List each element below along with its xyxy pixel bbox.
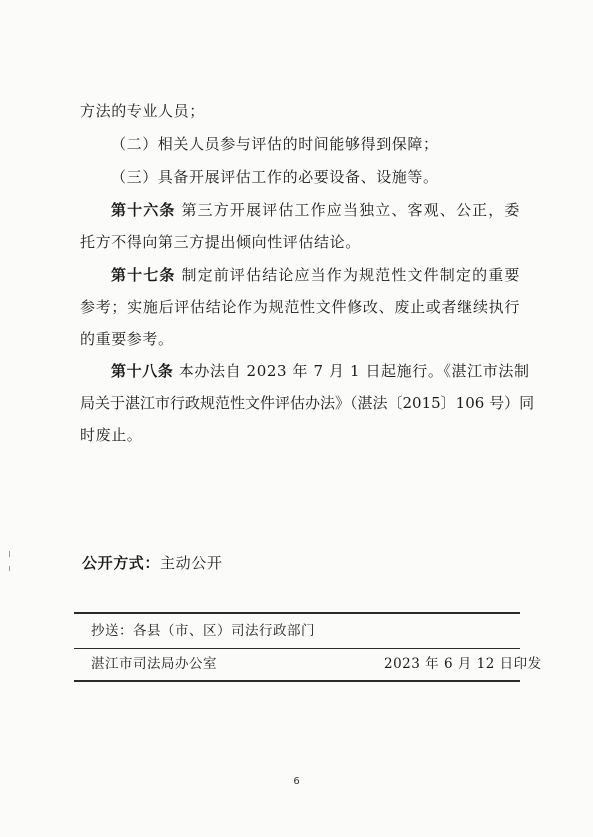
article-16-heading: 第十六条 [111, 201, 176, 219]
article-18-line: 局关于湛江市行政规范性文件评估办法》（湛法〔2015〕106 号）同 [80, 394, 535, 412]
body-line: 方法的专业人员； [80, 102, 205, 120]
article-17-line: 参考；实施后评估结论作为规范性文件修改、废止或者继续执行 [80, 298, 520, 316]
body-line: （二）相关人员参与评估的时间能够得到保障； [111, 135, 439, 153]
article-16-line: 托方不得向第三方提出倾向性评估结论。 [80, 233, 361, 251]
issuer: 湛江市司法局办公室 [91, 656, 217, 672]
footer-rule-middle [74, 648, 520, 649]
page-number: 6 [293, 776, 300, 787]
scan-mark [9, 551, 10, 557]
article-18-heading: 第十八条 [111, 362, 174, 380]
disclosure-label: 公开方式： [82, 554, 161, 572]
footer-rule-bottom [74, 680, 520, 682]
body-line: （三）具备开展评估工作的必要设备、设施等。 [111, 168, 439, 186]
article-17-line: 的重要参考。 [80, 330, 174, 348]
article-18-line: 时废止。 [80, 426, 143, 444]
issue-date: 2023 年 6 月 12 日印发 [384, 656, 542, 672]
article-17-text: 制定前评估结论应当作为规范性文件制定的重要 [181, 266, 520, 284]
article-17-line [111, 265, 520, 285]
article-18-line [111, 361, 530, 381]
scan-mark [9, 566, 10, 571]
footer-rule-top [74, 612, 520, 614]
cc-line: 抄送：各县（市、区）司法行政部门 [91, 623, 315, 639]
article-17-heading: 第十七条 [111, 266, 176, 284]
article-16-text: 第三方开展评估工作应当独立、客观、公正，委 [181, 201, 520, 219]
disclosure-line [82, 553, 222, 573]
article-16-line [111, 200, 520, 220]
disclosure-value: 主动公开 [160, 554, 223, 572]
article-18-text: 本办法自 2023 年 7 月 1 日起施行。《湛江市法制 [178, 362, 530, 380]
